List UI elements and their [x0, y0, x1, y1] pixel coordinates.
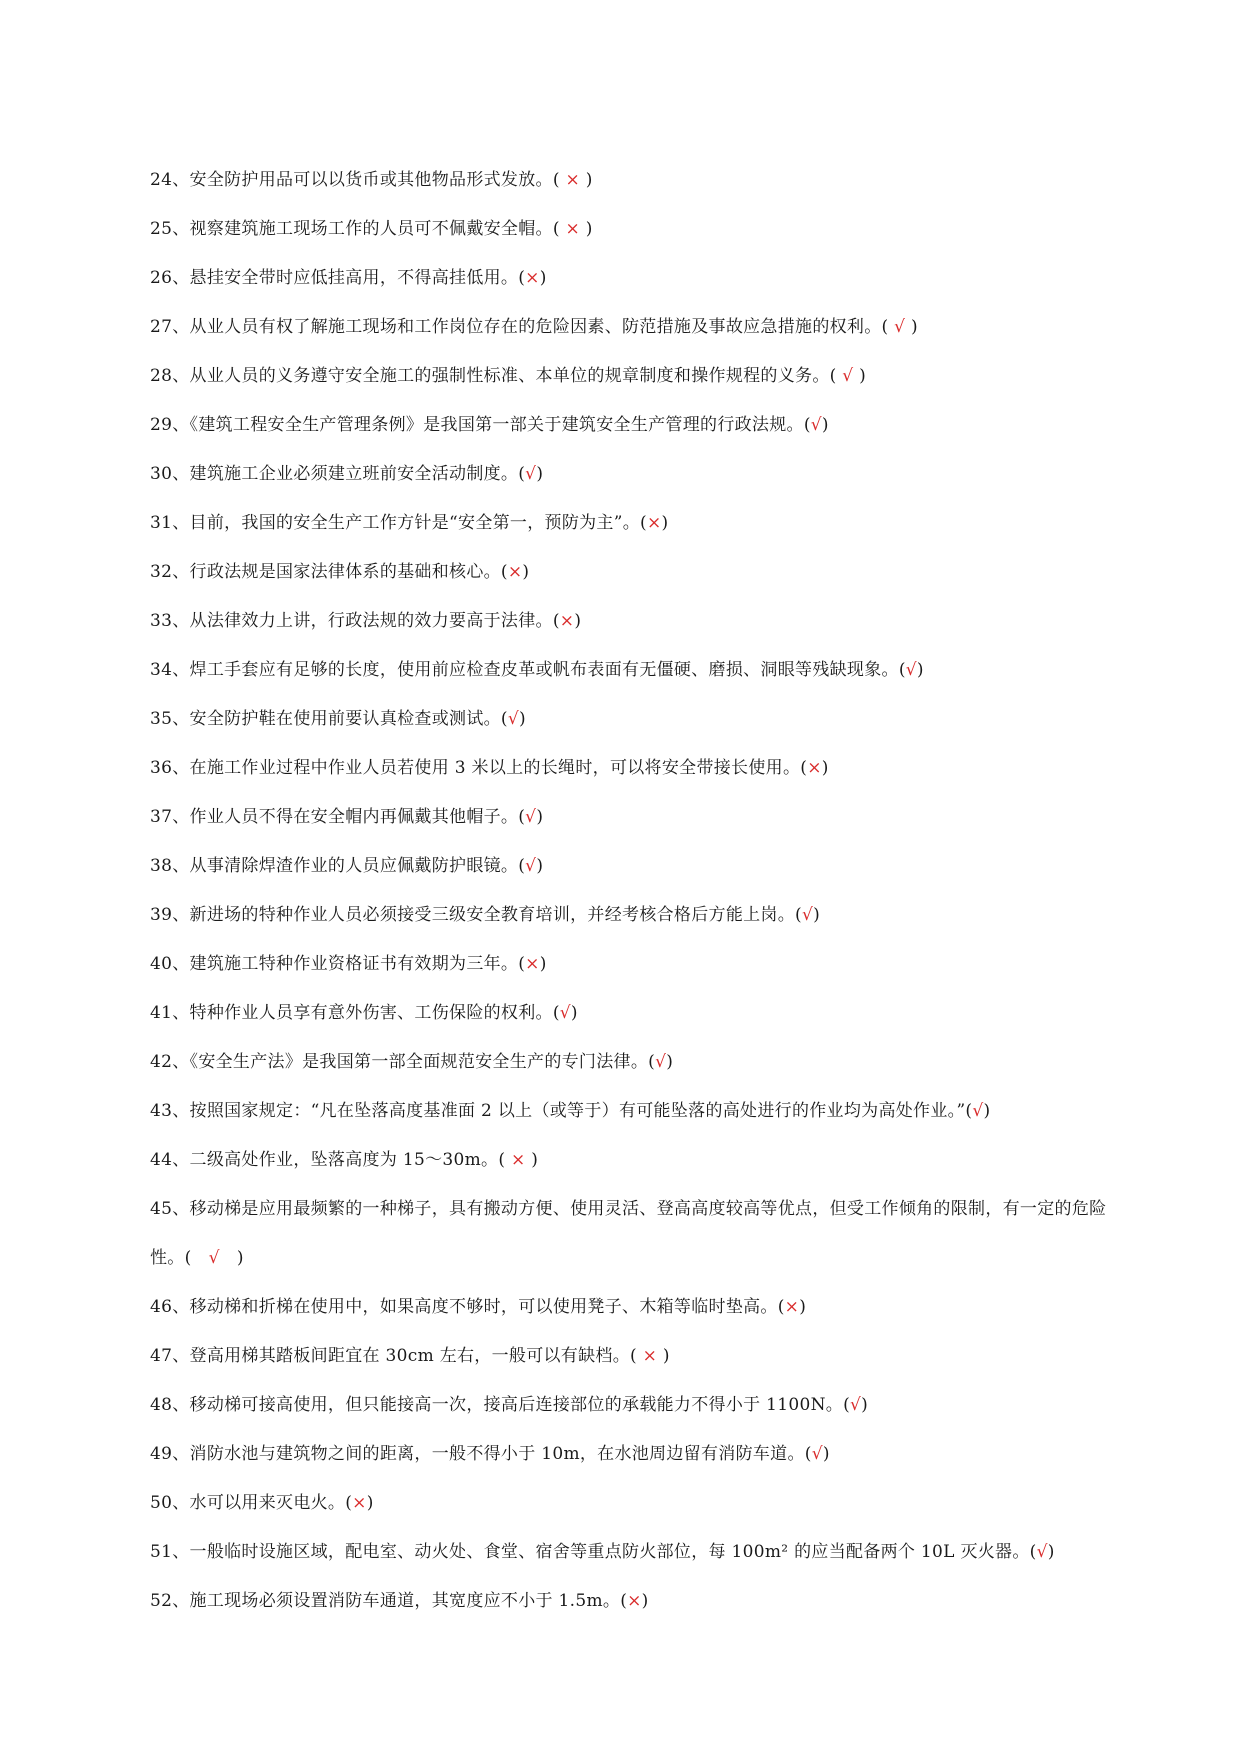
question-text: 33、从法律效力上讲，行政法规的效力要高于法律。(: [150, 611, 560, 631]
question-text: 27、从业人员有权了解施工现场和工作岗位存在的危险因素、防范措施及事故应急措施的权利。(: [150, 317, 889, 337]
closing-paren: ): [522, 562, 530, 582]
closing-paren: ): [585, 219, 593, 239]
answer-mark: ×: [507, 562, 523, 582]
question-text: 49、消防水池与建筑物之间的距离，一般不得小于 10m，在水池周边留有消防车道。(: [150, 1444, 812, 1464]
question-item: [150, 1381, 1110, 1430]
answer-mark: ×: [525, 268, 540, 288]
closing-paren: ): [983, 1101, 991, 1121]
closing-paren: ): [666, 1052, 674, 1072]
answer-mark: √: [507, 709, 520, 729]
question-text: 52、施工现场必须设置消防车通道，其宽度应不小于 1.5m。(: [150, 1591, 628, 1611]
question-text: 45、移动梯是应用最频繁的一种梯子，具有搬动方便、使用灵活、登高高度较高等优点，但受工作倾角的限制，有一定的危险性。(: [150, 1199, 1107, 1268]
question-item: [150, 205, 1110, 254]
answer-mark: ×: [525, 954, 540, 974]
question-item: [150, 1528, 1110, 1577]
question-item: [150, 1283, 1110, 1332]
answer-mark: √: [525, 807, 537, 827]
question-text: 37、作业人员不得在安全帽内再佩戴其他帽子。(: [150, 807, 526, 827]
question-text: 38、从事清除焊渣作业的人员应佩戴防护眼镜。(: [150, 856, 526, 876]
question-item: [150, 793, 1110, 842]
answer-mark: √: [525, 856, 537, 876]
question-text: 32、行政法规是国家法律体系的基础和核心。(: [150, 562, 508, 582]
answer-mark: √: [559, 1003, 571, 1023]
question-item: [150, 450, 1110, 499]
closing-paren: ): [661, 513, 669, 533]
closing-paren: ): [641, 1591, 649, 1611]
closing-paren: ): [799, 1297, 807, 1317]
question-item: [150, 940, 1110, 989]
question-item: [150, 1038, 1110, 1087]
answer-mark: √: [801, 905, 814, 925]
closing-paren: ): [539, 954, 547, 974]
answer-mark: √: [191, 1248, 237, 1268]
question-text: 43、按照国家规定：“凡在坠落高度基准面 2 以上（或等于）有可能坠落的高处进行的作业均为高处作业。”(: [150, 1101, 973, 1121]
closing-paren: ): [539, 268, 547, 288]
closing-paren: ): [531, 1150, 539, 1170]
answer-mark: ×: [559, 170, 586, 190]
question-item: [150, 597, 1110, 646]
question-text: 39、新进场的特种作业人员必须接受三级安全教育培训，并经考核合格后方能上岗。(: [150, 905, 802, 925]
answer-mark: √: [850, 1395, 862, 1415]
question-item: [150, 891, 1110, 940]
question-text: 42、《安全生产法》是我国第一部全面规范安全生产的专门法律。(: [150, 1052, 656, 1072]
question-list: [150, 156, 1110, 1626]
question-text: 51、一般临时设施区域，配电室、动火处、食堂、宿舍等重点防火部位，每 100m² 的应当配备两个 10L 灭火器。(: [150, 1542, 1037, 1562]
question-item: [150, 1577, 1110, 1626]
question-item: [150, 1479, 1110, 1528]
closing-paren: ): [574, 611, 582, 631]
answer-mark: ×: [784, 1297, 800, 1317]
closing-paren: ): [662, 1346, 670, 1366]
question-text: 30、建筑施工企业必须建立班前安全活动制度。(: [150, 464, 526, 484]
question-text: 40、建筑施工特种作业资格证书有效期为三年。(: [150, 954, 526, 974]
question-item: [150, 1136, 1110, 1185]
answer-mark: ×: [627, 1591, 642, 1611]
closing-paren: ): [236, 1248, 244, 1268]
question-text: 25、视察建筑施工现场工作的人员可不佩戴安全帽。(: [150, 219, 560, 239]
question-text: 31、目前，我国的安全生产工作方针是“安全第一，预防为主”。(: [150, 513, 647, 533]
answer-mark: ×: [646, 513, 662, 533]
answer-mark: ×: [559, 611, 575, 631]
answer-mark: ×: [352, 1493, 367, 1513]
question-text: 44、二级高处作业，坠落高度为 15～30m。(: [150, 1150, 506, 1170]
question-text: 35、安全防护鞋在使用前要认真检查或测试。(: [150, 709, 508, 729]
closing-paren: ): [911, 317, 918, 337]
question-text: 41、特种作业人员享有意外伤害、工伤保险的权利。(: [150, 1003, 560, 1023]
answer-mark: √: [811, 1444, 823, 1464]
question-text: 34、焊工手套应有足够的长度，使用前应检查皮革或帆布表面有无僵硬、磨损、洞眼等残缺现象。(: [150, 660, 906, 680]
closing-paren: ): [821, 415, 829, 435]
answer-mark: √: [905, 660, 917, 680]
answer-mark: √: [525, 464, 537, 484]
question-item: [150, 254, 1110, 303]
answer-mark: ×: [559, 219, 586, 239]
question-item: [150, 303, 1110, 352]
answer-mark: ×: [807, 758, 822, 778]
question-text: 26、悬挂安全带时应低挂高用，不得高挂低用。(: [150, 268, 526, 288]
closing-paren: ): [821, 758, 829, 778]
question-item: [150, 352, 1110, 401]
question-text: 48、移动梯可接高使用，但只能接高一次，接高后连接部位的承载能力不得小于 1100N。(: [150, 1395, 851, 1415]
question-item: [150, 156, 1110, 205]
question-item: [150, 842, 1110, 891]
closing-paren: ): [536, 464, 544, 484]
closing-paren: ): [585, 170, 593, 190]
question-text: 46、移动梯和折梯在使用中，如果高度不够时，可以使用凳子、木箱等临时垫高。(: [150, 1297, 785, 1317]
question-item: [150, 499, 1110, 548]
question-item: [150, 989, 1110, 1038]
answer-mark: √: [810, 415, 822, 435]
closing-paren: ): [536, 856, 544, 876]
answer-mark: ×: [636, 1346, 663, 1366]
closing-paren: ): [916, 660, 924, 680]
answer-mark: √: [836, 366, 860, 386]
closing-paren: ): [859, 366, 867, 386]
question-item: [150, 1430, 1110, 1479]
question-text: 50、水可以用来灭电火。(: [150, 1493, 353, 1513]
closing-paren: ): [536, 807, 544, 827]
question-item: [150, 548, 1110, 597]
answer-mark: √: [655, 1052, 667, 1072]
answer-mark: √: [1036, 1542, 1048, 1562]
closing-paren: ): [366, 1493, 374, 1513]
question-item: [150, 1087, 1110, 1136]
question-item: [150, 401, 1110, 450]
question-text: 47、登高用梯其踏板间距宜在 30cm 左右，一般可以有缺档。(: [150, 1346, 637, 1366]
question-text: 24、安全防护用品可以以货币或其他物品形式发放。(: [150, 170, 560, 190]
closing-paren: ): [570, 1003, 578, 1023]
closing-paren: ): [519, 709, 526, 729]
question-text: 28、从业人员的义务遵守安全施工的强制性标准、本单位的规章制度和操作规程的义务。(: [150, 366, 837, 386]
answer-mark: √: [972, 1101, 984, 1121]
answer-mark: √: [888, 317, 912, 337]
closing-paren: ): [813, 905, 821, 925]
question-text: 36、在施工作业过程中作业人员若使用 3 米以上的长绳时，可以将安全带接长使用。(: [150, 758, 808, 778]
question-item: [150, 1185, 1110, 1283]
closing-paren: ): [861, 1395, 869, 1415]
question-item: [150, 646, 1110, 695]
closing-paren: ): [1047, 1542, 1055, 1562]
question-text: 29、《建筑工程安全生产管理条例》是我国第一部关于建筑安全生产管理的行政法规。(: [150, 415, 811, 435]
question-item: [150, 1332, 1110, 1381]
question-item: [150, 744, 1110, 793]
answer-mark: ×: [505, 1150, 532, 1170]
closing-paren: ): [822, 1444, 830, 1464]
question-item: [150, 695, 1110, 744]
